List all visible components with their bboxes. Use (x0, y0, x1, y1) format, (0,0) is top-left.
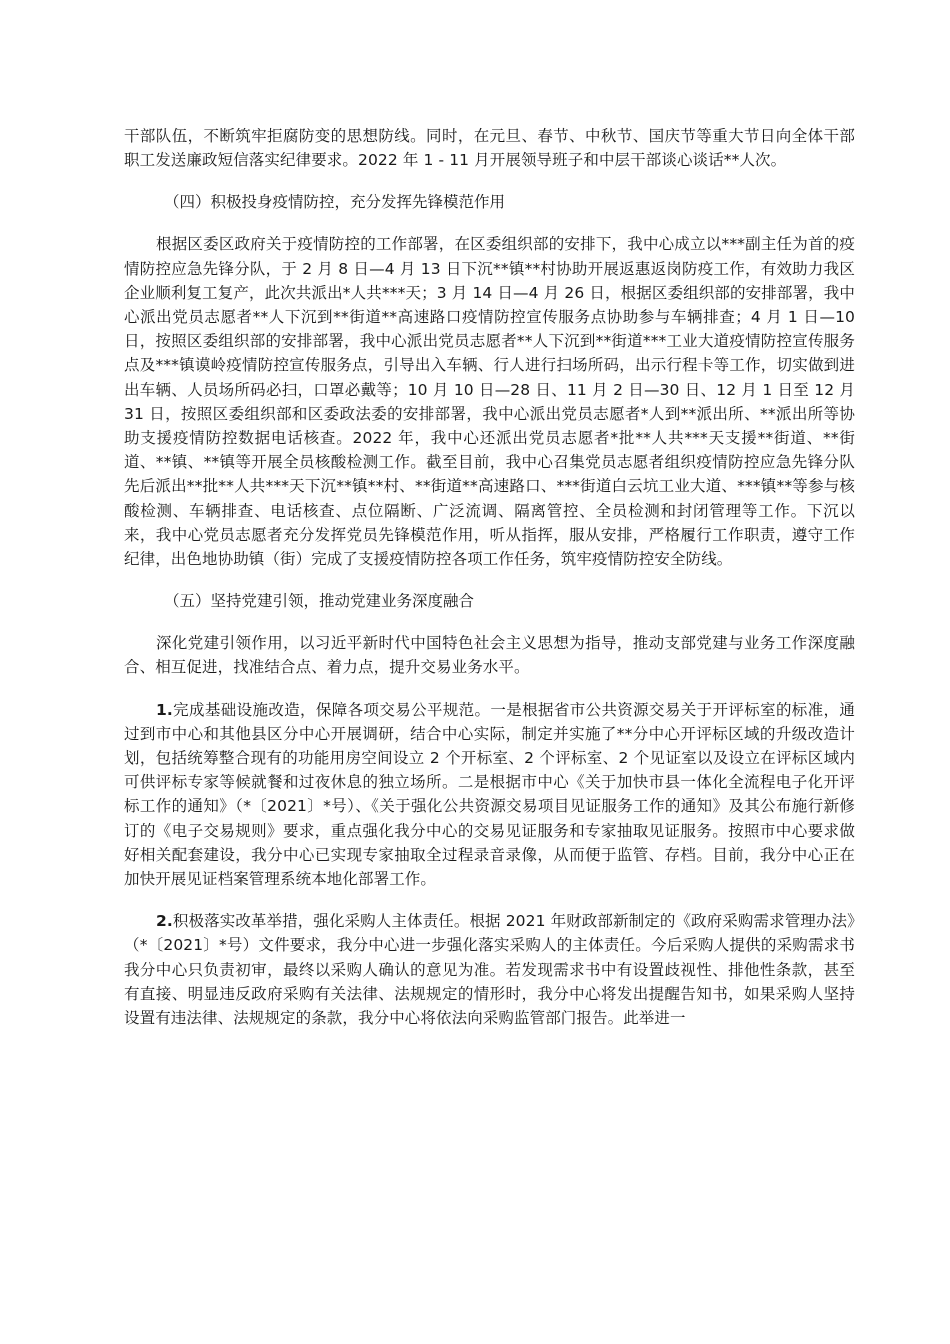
section-heading-4: （四）积极投身疫情防控，充分发挥先锋模范作用 (164, 193, 506, 212)
list-item-2-number: 2. (156, 912, 173, 931)
section-heading-5: （五）坚持党建引领，推动党建业务深度融合 (164, 592, 475, 611)
paragraph-intro: 干部队伍，不断筑牢拒腐防变的思想防线。同时，在元旦、春节、中秋节、国庆节等重大节日向全体干部职工发送廉政短信落实纪律要求。2022 年 1 - 11 月开展领导班子和中层干部谈心谈话**人次。 (124, 127, 855, 170)
list-item-1 (124, 698, 855, 892)
list-item-1-number: 1. (156, 700, 173, 719)
list-item-2 (124, 909, 855, 1030)
list-item-2-text: 积极落实改革举措，强化采购人主体责任。根据 2021 年财政部新制定的《政府采购需求管理办法》（*〔2021〕*号）文件要求，我分中心进一步强化落实采购人的主体责任。今后采购人提供的采购需求书我分中心只负责初审，最终以采购人确认的意见为准。若发现需求书中有设置歧视性、排他性条款，甚至有直接、明显违反政府采购有关法律、法规规定的情形时，我分中心将发出提醒告知书，如果采购人坚持设置有违法律、法规规定的条款，我分中心将依法向采购监管部门报告。此举进一 (124, 912, 855, 1028)
paragraph-party-building: 深化党建引领作用，以习近平新时代中国特色社会主义思想为指导，推动支部党建与业务工作深度融合、相互促进，找准结合点、着力点，提升交易业务水平。 (124, 634, 855, 677)
list-item-1-text: 完成基础设施改造，保障各项交易公平规范。一是根据省市公共资源交易关于开评标室的标准，通过到市中心和其他县区分中心开展调研，结合中心实际，制定并实施了**分中心开评标区域的升级改造计划，包括统筹整合现有的功能用房空间设立 2 个开标室、2 个评标室、2 个见证室以及设立在评标区域内可供评标专家等候就餐和过夜休息的独立场所。二是根据市中心《关于加快市县一体化全流程电子化开评标工作的通知》（*〔2021〕*号）、《关于强化公共资源交易项目见证服务工作的通知》及其公布施行新修订的《电子交易规则》要求，重点强化我分中心的交易见证服务和专家抽取见证服务。按照市中心要求做好相关配套建设，我分中心已实现专家抽取全过程录音录像，从而便于监管、存档。目前，我分中心正在加快开展见证档案管理系统本地化部署工作。 (124, 700, 855, 889)
paragraph-epidemic: 根据区委区政府关于疫情防控的工作部署，在区委组织部的安排下，我中心成立以***副主任为首的疫情防控应急先锋分队，于 2 月 8 日—4 月 13 日下沉**镇**村协助开展返惠返岗防疫工作，有效助力我区企业顺利复工复产，此次共派出*人共***天；3 月 14 日—4 月 26 日，根据区委组织部的安排部署，我中心派出党员志愿者**人下沉到**街道**高速路口疫情防控宣传服务点协助参与车辆排查；4 月 1 日—10 日，按照区委组织部的安排部署，我中心派出党员志愿者**人下沉到**街道***工业大道疫情防控宣传服务点及***镇谟岭疫情防控宣传服务点，引导出入车辆、行人进行扫场所码，出示行程卡等工作，切实做到进出车辆、人员场所码必扫，口罩必戴等；10 月 10 日—28 日、11 月 2 日—30 日、12 月 1 日至 12 月 31 日，按照区委组织部和区委政法委的安排部署，我中心派出党员志愿者*人到**派出所、**派出所等协助支援疫情防控数据电话核查。2022 年，我中心还派出党员志愿者*批**人共***天支援**街道、**街道、**镇、**镇等开展全员核酸检测工作。截至目前，我中心召集党员志愿者组织疫情防控应急先锋分队先后派出**批**人共***天下沉**镇**村、**街道**高速路口、***街道白云坑工业大道、***镇**等参与核酸检测、车辆排查、电话核查、点位隔断、广泛流调、隔离管控、全员检测和封闭管理等工作。下沉以来，我中心党员志愿者充分发挥党员先锋模范作用，听从指挥，服从安排，严格履行工作职责，遵守工作纪律，出色地协助镇（街）完成了支援疫情防控各项工作任务，筑牢疫情防控安全防线。 (124, 235, 855, 569)
